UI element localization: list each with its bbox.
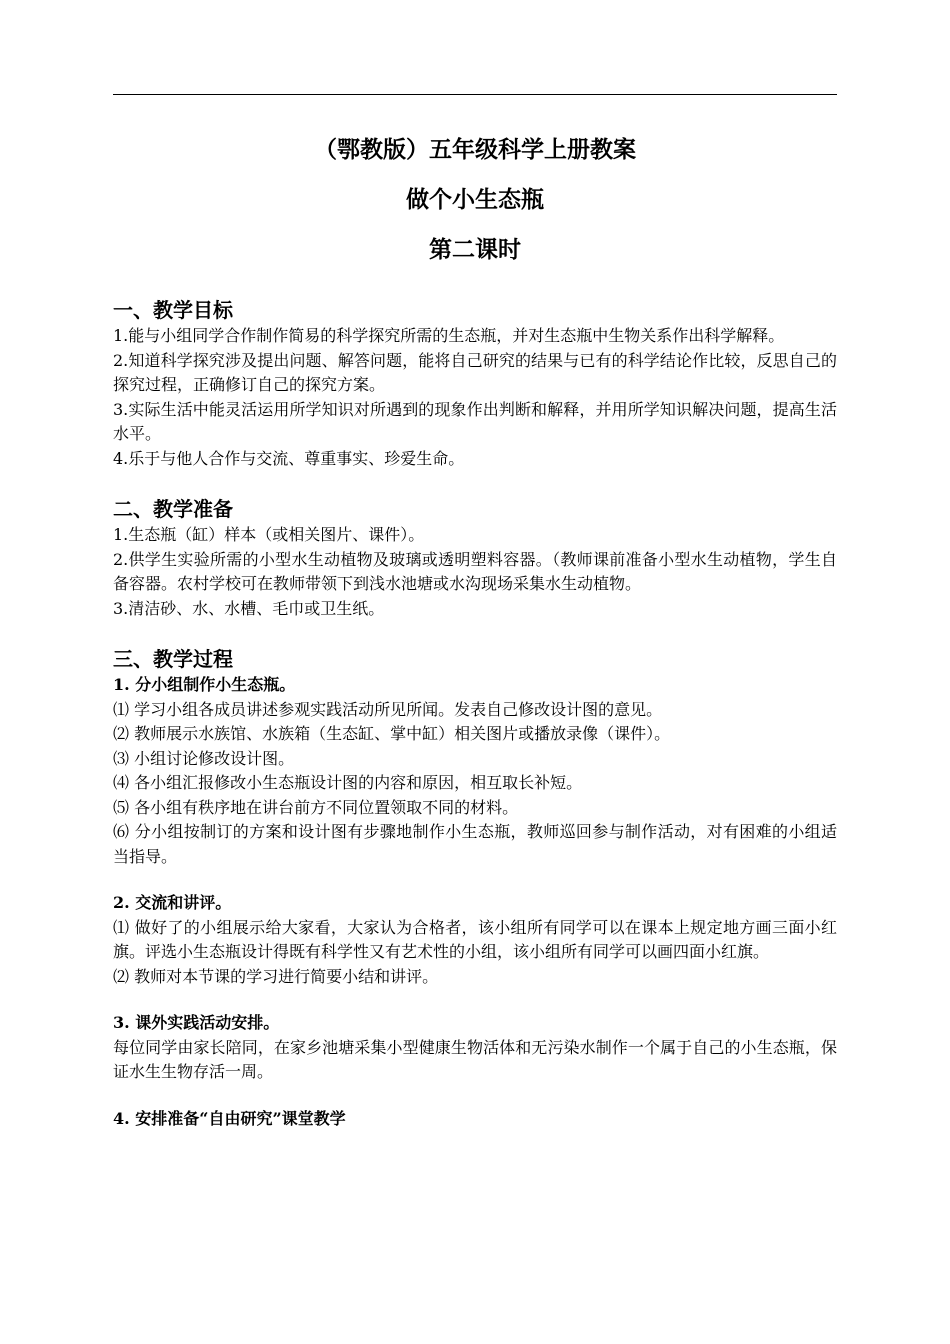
objective-item: 2.知道科学探究涉及提出问题、解答问题，能将自己研究的结果与已有的科学结论作比较，反思自己的探究过程，正确修订自己的探究方案。 [113,350,837,394]
process-item: 每位同学由家长陪同，在家乡池塘采集小型健康生物活体和无污染水制作一个属于自己的小生态瓶，保证水生生物存活一周。 [113,1037,837,1081]
period-title: 第二课时 [429,236,521,263]
preparation-item: 3.清洁砂、水、水槽、毛巾或卫生纸。 [113,598,385,618]
document-body [113,296,837,1131]
preparation-item: 2.供学生实验所需的小型水生动植物及玻璃或透明塑料容器。（教师课前准备小型水生动植物，学生自备容器。农村学校可在教师带领下到浅水池塘或水沟现场采集水生动植物。 [113,549,837,593]
preparation-item: 1.生态瓶（缸）样本（或相关图片、课件）。 [113,525,425,544]
process-step-title: 2. 交流和讲评。 [113,893,232,912]
section-heading-preparation: 二、教学准备 [113,497,233,521]
process-item: ⑴ 学习小组各成员讲述参观实践活动所见所闻。发表自己修改设计图的意见。 [113,699,663,719]
process-step-title: 1. 分小组制作小生态瓶。 [113,675,296,694]
process-item: ⑹ 分小组按制订的方案和设计图有步骤地制作小生态瓶，教师巡回参与制作活动，对有困难的小组适当指导。 [113,822,837,866]
objective-item: 1.能与小组同学合作制作简易的科学探究所需的生态瓶，并对生态瓶中生物关系作出科学解释。 [113,326,785,345]
process-item: ⑸ 各小组有秩序地在讲台前方不同位置领取不同的材料。 [113,797,519,817]
process-item: ⑷ 各小组汇报修改小生态瓶设计图的内容和原因，相互取长补短。 [113,773,583,792]
section-heading-objectives: 一、教学目标 [113,298,233,322]
header-rule [113,94,837,95]
process-item: ⑵ 教师展示水族馆、水族箱（生态缸、掌中缸）相关图片或播放录像（课件）。 [113,724,671,743]
process-step-title: 3. 课外实践活动安排。 [113,1013,280,1032]
section-heading-process: 三、教学过程 [113,647,233,671]
process-item: ⑵ 教师对本节课的学习进行简要小结和讲评。 [113,966,439,986]
process-item: ⑴ 做好了的小组展示给大家看，大家认为合格者，该小组所有同学可以在课本上规定地方画三面小红旗。评选小生态瓶设计得既有科学性又有艺术性的小组，该小组所有同学可以画四面小红旗。 [113,917,837,961]
lesson-title: 做个小生态瓶 [406,186,544,213]
process-item: ⑶ 小组讨论修改设计图。 [113,748,295,768]
objective-item: 4.乐于与他人合作与交流、尊重事实、珍爱生命。 [113,448,465,468]
process-step-title: 4. 安排准备“自由研究”课堂教学 [113,1108,346,1128]
objective-item: 3.实际生活中能灵活运用所学知识对所遇到的现象作出判断和解释，并用所学知识解决问题，提高生活水平。 [113,399,837,443]
document-title: （鄂教版）五年级科学上册教案 [314,136,636,163]
